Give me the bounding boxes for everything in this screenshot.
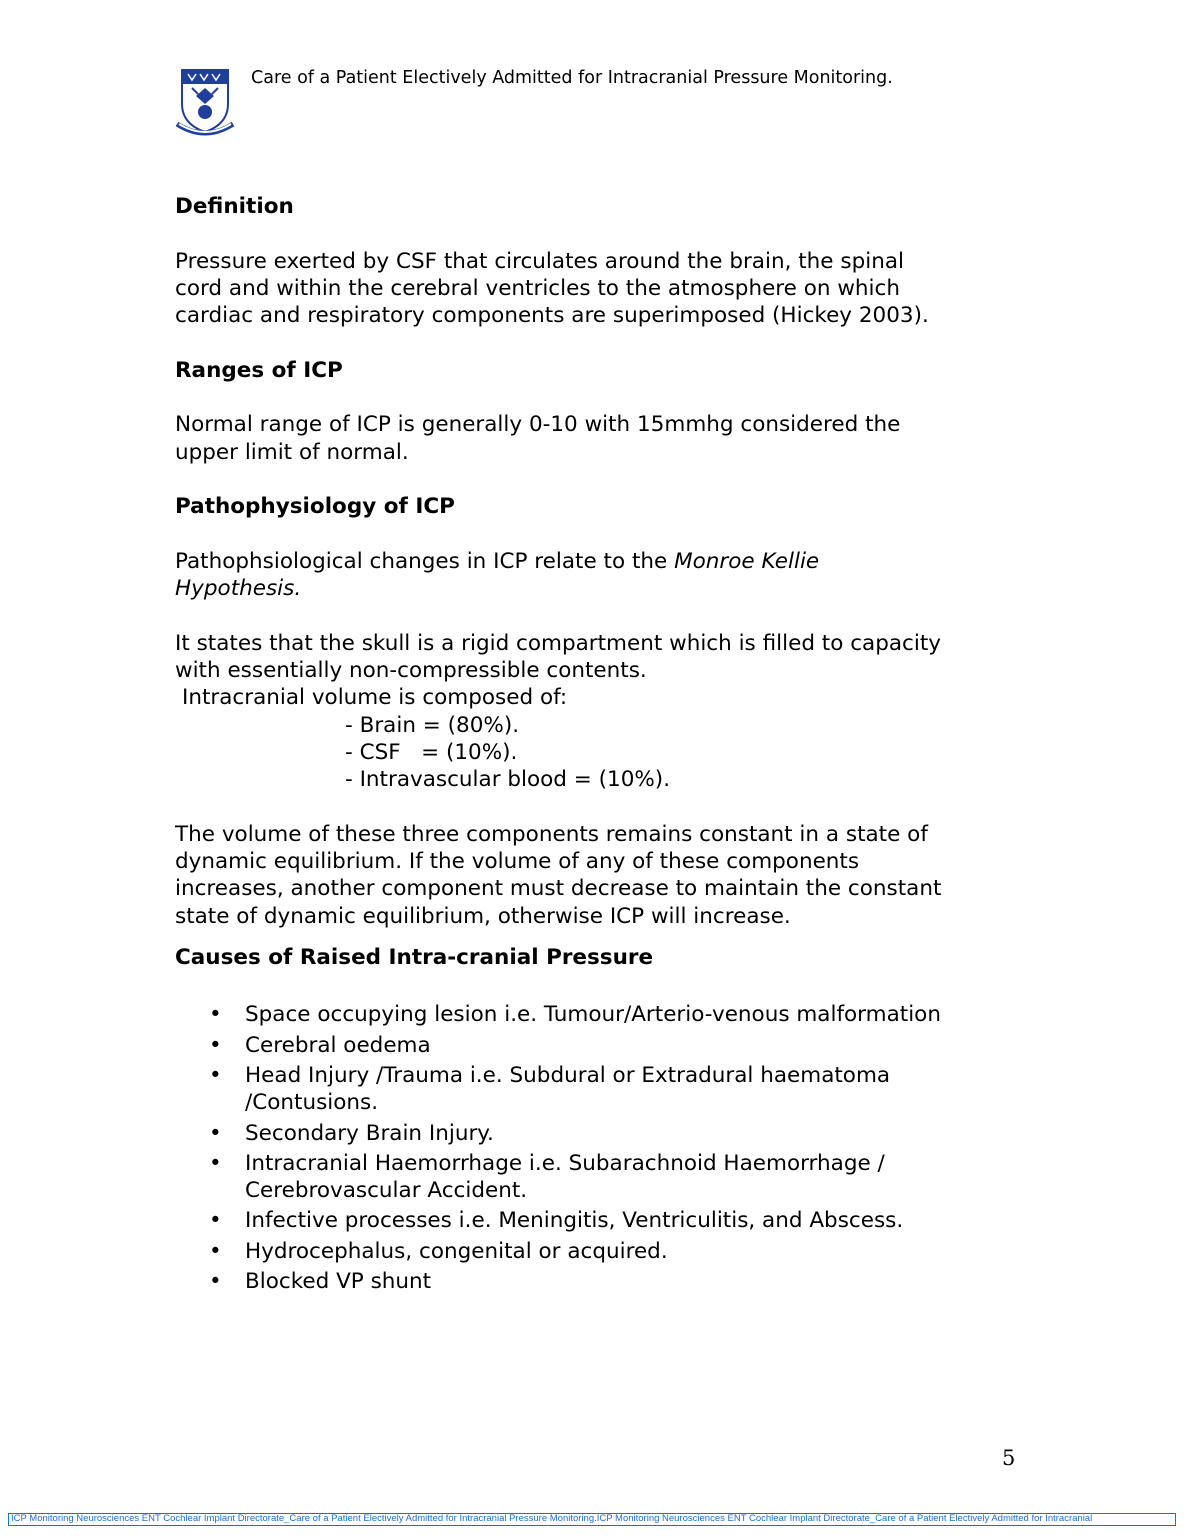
ranges-line: Normal range of ICP is generally 0-10 with 15mmhg considered the (175, 412, 901, 438)
bullet-icon: • (209, 1002, 222, 1028)
document-body (175, 193, 1035, 1298)
cause-text: Hydrocephalus, congenital or acquired. (245, 1238, 668, 1264)
volume-component: - Intravascular blood = (10%). (345, 767, 671, 793)
definition-line: Pressure exerted by CSF that circulates around the brain, the spinal (175, 248, 904, 274)
list-item (175, 1238, 1035, 1265)
equilibrium-line: The volume of these three components remains constant in a state of (175, 821, 928, 847)
intro-text: Pathophsiological changes in ICP relate to the (175, 548, 675, 574)
pathophysiology-intro-cont (175, 575, 1035, 602)
ranges-line: upper limit of normal. (175, 439, 409, 465)
definition-line: cardiac and respiratory components are superimposed (Hickey 2003). (175, 303, 929, 329)
cause-text: Space occupying lesion i.e. Tumour/Arterio-venous malformation (245, 1002, 941, 1028)
bullet-icon: • (209, 1062, 222, 1088)
equilibrium-line: dynamic equilibrium. If the volume of any of these components (175, 849, 860, 875)
list-item (175, 1001, 1035, 1028)
list-item (175, 1120, 1035, 1147)
equilibrium-line: state of dynamic equilibrium, otherwise ICP will increase. (175, 903, 791, 929)
causes-list (175, 1001, 1035, 1295)
bullet-icon: • (209, 1208, 222, 1234)
equilibrium-line: increases, another component must decrease to maintain the constant (175, 876, 942, 902)
bullet-icon: • (209, 1120, 222, 1146)
list-item (175, 1150, 1035, 1205)
bullet-icon: • (209, 1032, 222, 1058)
pathophysiology-heading: Pathophysiology of ICP (175, 494, 455, 520)
cause-text: Head Injury /Trauma i.e. Subdural or Extradural haematoma (245, 1062, 891, 1088)
ranges-heading: Ranges of ICP (175, 357, 343, 383)
list-item (175, 1268, 1035, 1295)
crest-logo-icon (174, 66, 236, 138)
causes-heading: Causes of Raised Intra-cranial Pressure (175, 945, 654, 971)
cause-text: Infective processes i.e. Meningitis, Ventriculitis, and Abscess. (245, 1208, 904, 1234)
cause-text: Blocked VP shunt (245, 1268, 432, 1294)
definition-line: cord and within the cerebral ventricles to the atmosphere on which (175, 275, 900, 301)
cause-text: Cerebral oedema (245, 1032, 431, 1058)
skull-statement-line: It states that the skull is a rigid compartment which is filled to capacity (175, 630, 941, 656)
cause-text-cont: /Contusions. (245, 1090, 379, 1116)
hypothesis-term: Hypothesis. (175, 576, 302, 602)
skull-statement-line: with essentially non-compressible contents. (175, 658, 647, 684)
cause-text: Intracranial Haemorrhage i.e. Subarachnoid Haemorrhage / (245, 1150, 885, 1176)
monroe-kellie-term: Monroe Kellie (674, 548, 820, 574)
volume-intro: Intracranial volume is composed of: (182, 685, 568, 711)
document-title: Care of a Patient Electively Admitted for Intracranial Pressure Monitoring. (251, 68, 893, 88)
bullet-icon: • (209, 1238, 222, 1264)
footer-banner: ICP Monitoring Neurosciences ENT Cochlear Implant Directorate_Care of a Patient Electively Admitted for Intracranial Pressure Monitoring.ICP Monitoring Neurosciences ENT Cochlear Implant Directorate_Care of a Patient Electively Admitted for Intracranial (8, 1513, 1176, 1526)
page-number: 5 (1002, 1446, 1016, 1470)
bullet-icon: • (209, 1268, 222, 1294)
cause-text-cont: Cerebrovascular Accident. (245, 1178, 528, 1204)
list-item (175, 1062, 1035, 1117)
volume-component: - Brain = (80%). (345, 712, 520, 738)
bullet-icon: • (209, 1150, 222, 1176)
definition-heading: Definition (175, 194, 294, 219)
list-item (175, 1207, 1035, 1234)
volume-component: - CSF = (10%). (345, 739, 518, 765)
list-item (175, 1032, 1035, 1059)
pathophysiology-intro (175, 548, 1035, 575)
cause-text: Secondary Brain Injury. (245, 1120, 494, 1146)
